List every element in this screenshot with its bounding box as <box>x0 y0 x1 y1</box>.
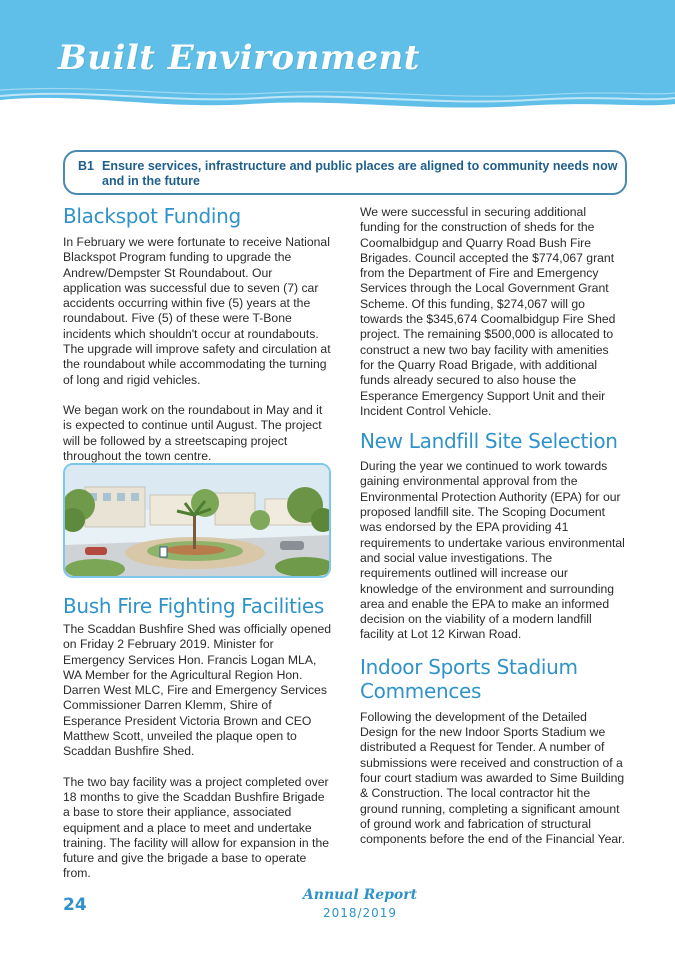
bushfire-paragraph-3: We were successful in securing additional funding for the construction of sheds for the Coomalbidgup and Quarry Road Bush Fire Brigades. Council accepted the $774,067 grant from the Department of Fire and Emergency Services through the Local Government Grant Scheme. Of this funding, $274,067 will go towards the $345,674 Coomalbidgup Fire Shed project. The remaining $500,000 is allocated to construct a new two bay facility with amenities for the Quarry Road Brigade, with additional funds already secured to also house the Esperance Emergency Support Unit and their Incident Control Vehicle. <box>360 205 616 418</box>
header-banner <box>0 0 675 135</box>
report-title: Annual Report <box>302 887 418 903</box>
left-column-lower <box>63 594 333 882</box>
landfill-paragraph-1: During the year we continued to work towards gaining environmental approval from the Environmental Protection Authority (EPA) for our proposed landfill site. The Scoping Document was endorsed by the EPA providing 41 requirements to undertake various environmental and social value investigations. The requirements outlined will increase our knowledge of the environment and surrounding area and enable the EPA to make an informed decision on the viability of a modern landfill facility at Lot 12 Kirwan Road. <box>360 459 625 642</box>
goal-box <box>63 150 627 195</box>
right-column <box>360 205 625 847</box>
left-column <box>63 200 333 464</box>
blackspot-paragraph-2: We began work on the roundabout in May and it is expected to continue until August. The project will be followed by a streetscaping project throughout the town centre. <box>63 402 323 463</box>
page-number: 24 <box>63 895 87 915</box>
bushfire-paragraph-2: The two bay facility was a project completed over 18 months to give the Scaddan Bushfire Brigade a base to store their appliance, associated equipment and a place to meet and undertake training. The facility will allow for expansion in the future and give the brigade a base to operate from. <box>63 774 330 881</box>
page-title: Built Environment <box>58 38 420 78</box>
blackspot-paragraph-1: In February we were fortunate to receive National Blackspot Program funding to upgrade the Andrew/Dempster St Roundabout. Our application was successful due to seven (7) car accidents occurring within five (5) years at the roundabout. Five (5) of these were T-Bone incidents which shouldn't occur at roundabouts. The upgrade will improve safety and circulation at the roundabout while accommodating the turning of long and rigid vehicles. <box>63 235 331 387</box>
bushfire-heading: Bush Fire Fighting Facilities <box>63 594 325 618</box>
stadium-paragraph-1: Following the development of the Detailed Design for the new Indoor Sports Stadium we distributed a Request for Tender. A number of submissions were received and construction of a four court stadium was awarded to Sime Building & Construction. The local contractor hit the ground running, completing a significant amount of ground work and fabrication of structural components before the end of the Financial Year. <box>360 709 625 847</box>
stadium-heading: Indoor Sports Stadium Commences <box>360 654 578 703</box>
goal-text: Ensure services, infrastructure and public places are aligned to community needs now and in the future <box>102 159 618 188</box>
roundabout-illustration <box>63 463 331 578</box>
goal-code: B1 <box>78 159 94 173</box>
blackspot-heading: Blackspot Funding <box>63 204 241 228</box>
landfill-heading: New Landfill Site Selection <box>360 429 618 454</box>
bushfire-paragraph-1: The Scaddan Bushfire Shed was officially opened on Friday 2 February 2019. Minister for Emergency Services Hon. Francis Logan MLA, WA Member for the Agricultural Region Hon. Darren West MLC, Fire and Emergency Services Commissioner Darren Klemm, Shire of Esperance President Victoria Brown and CEO Matthew Scott, unveiled the plaque open to Scaddan Bushfire Shed. <box>63 622 332 759</box>
report-year: 2018/2019 <box>322 906 398 920</box>
